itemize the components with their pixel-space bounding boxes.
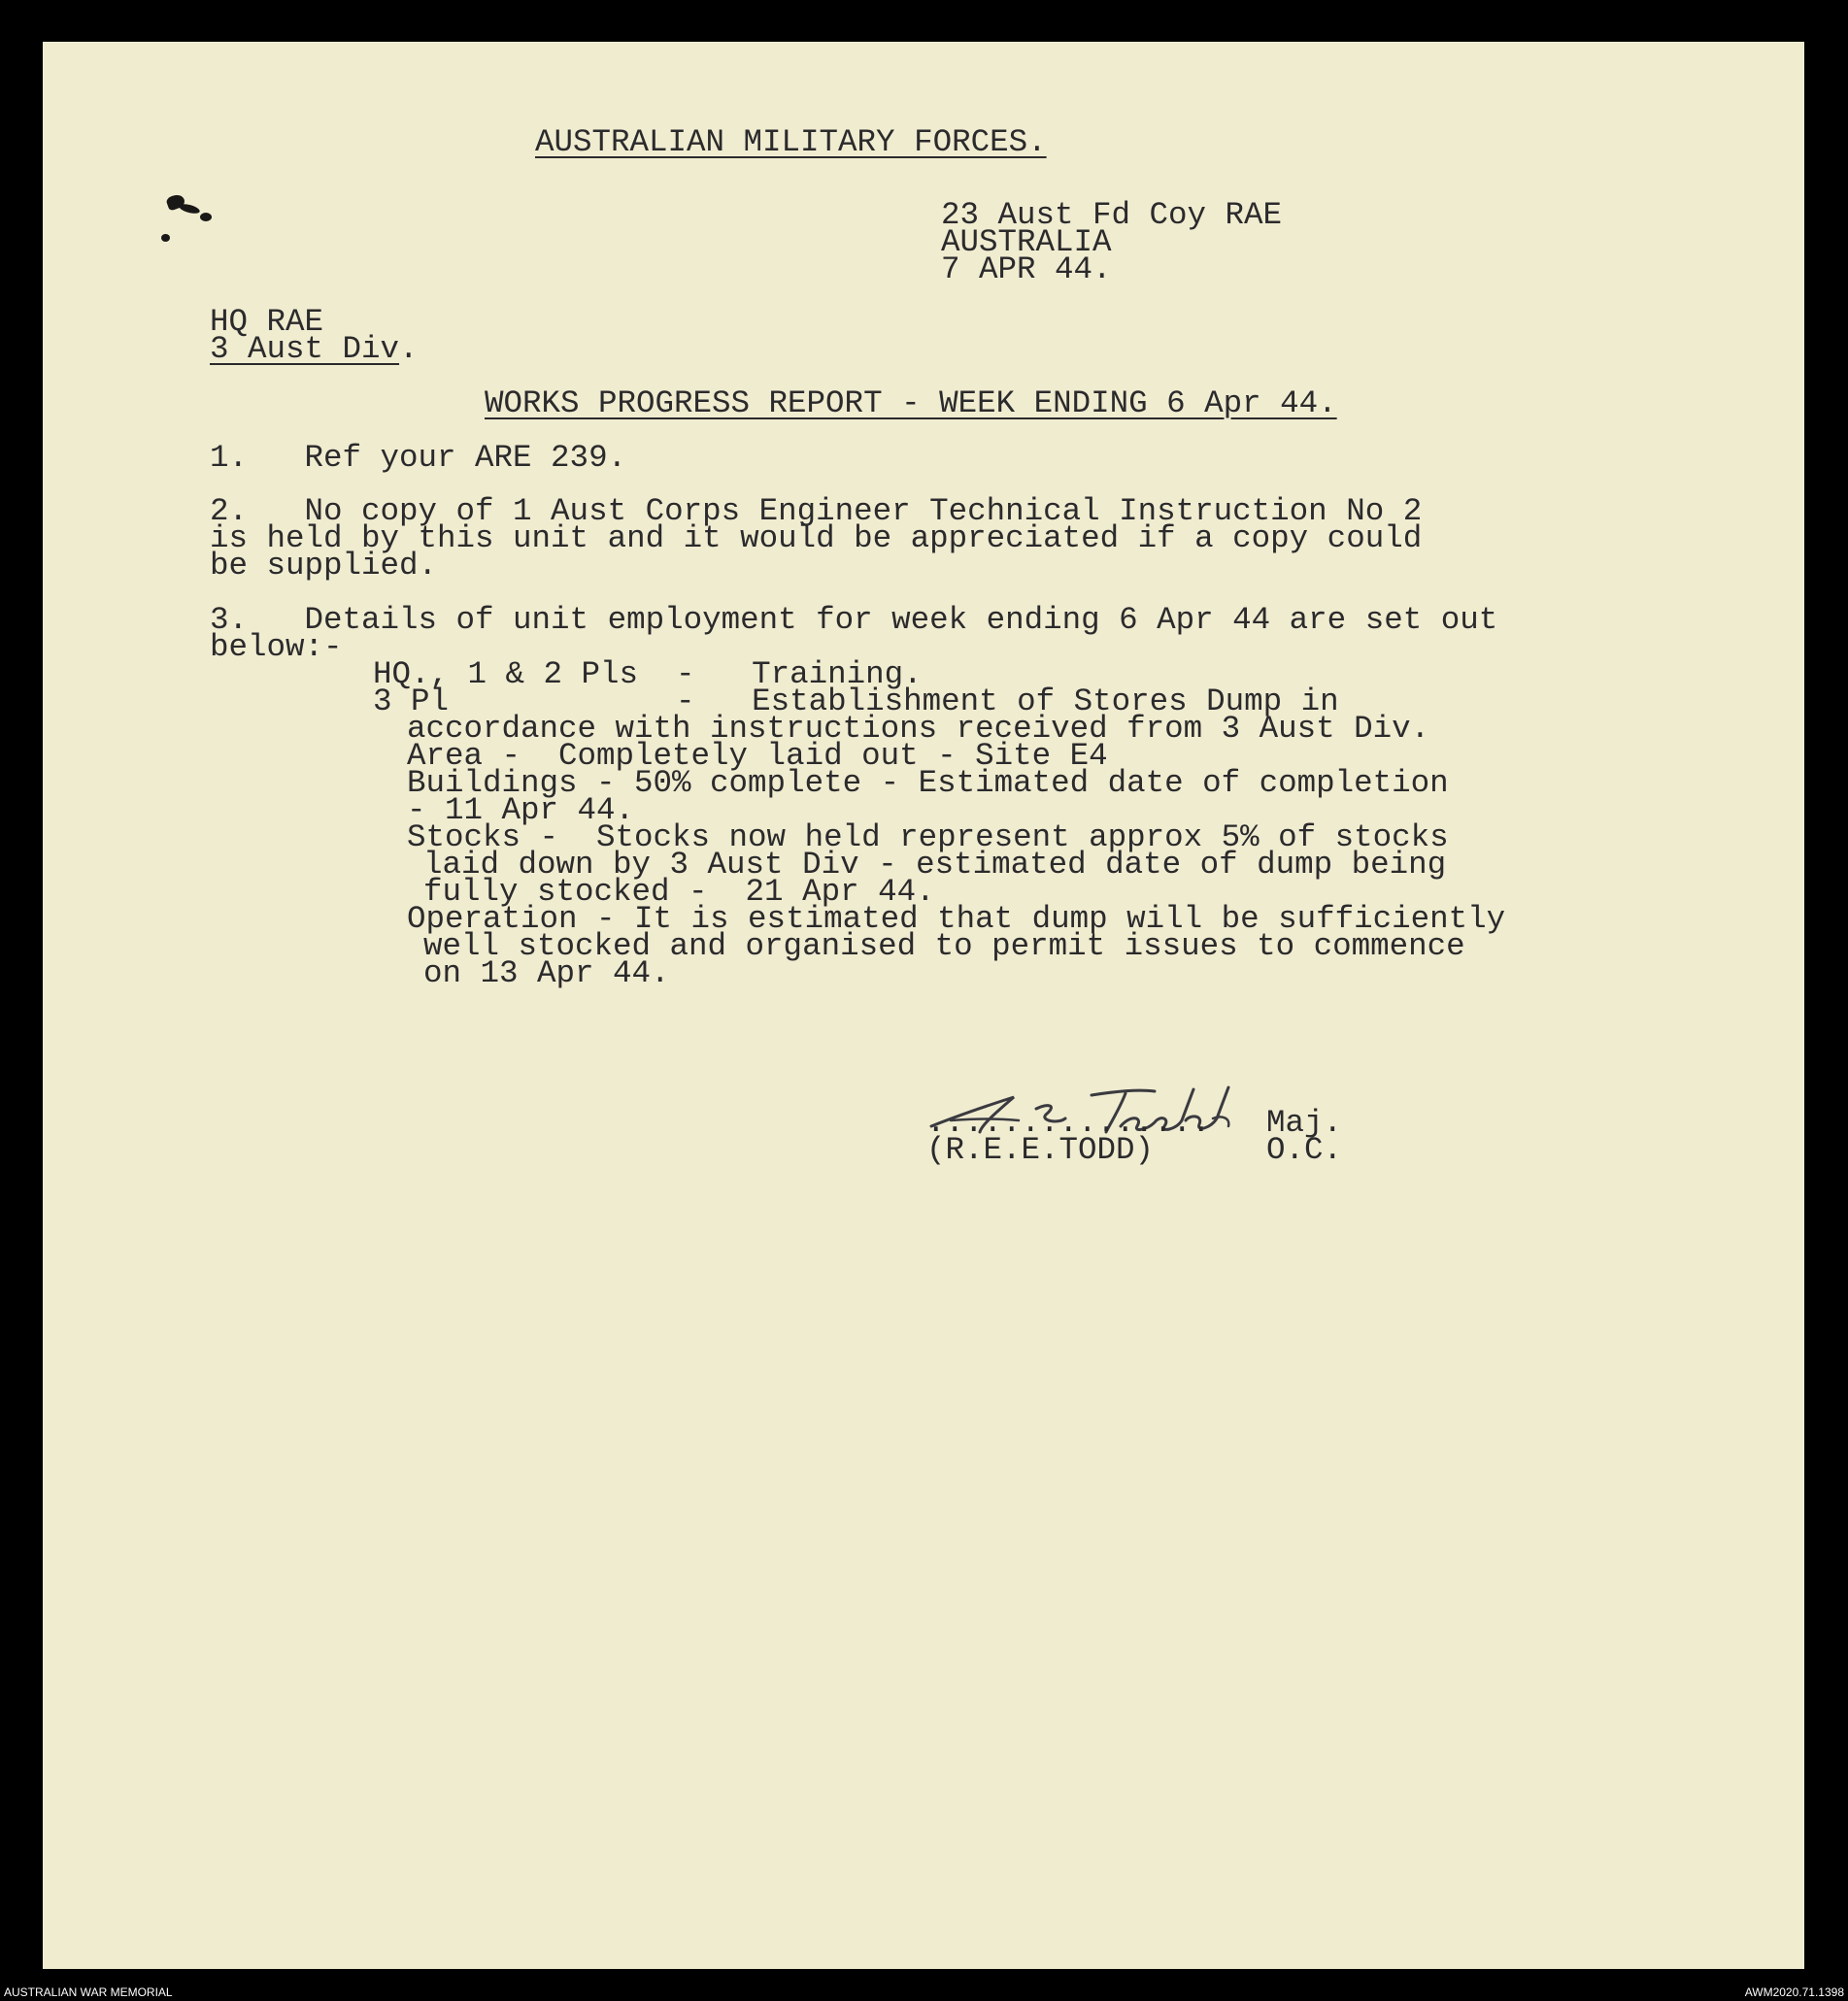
employment-line: Buildings - 50% complete - Estimated date of completion xyxy=(407,765,1449,801)
signatory-appointment: O.C. xyxy=(1266,1132,1343,1168)
archive-attribution: AUSTRALIAN WAR MEMORIAL xyxy=(4,1985,173,1999)
employment-line: accordance with instructions received from 3 Aust Div. xyxy=(407,711,1430,747)
signatory-name: (R.E.E.TODD) xyxy=(926,1132,1155,1168)
document-heading: AUSTRALIAN MILITARY FORCES. xyxy=(535,124,1047,160)
signatory-rank: Maj. xyxy=(1266,1105,1343,1141)
paragraph-1: 1. Ref your ARE 239. xyxy=(210,440,627,476)
employment-line: Area - Completely laid out - Site E4 xyxy=(407,738,1108,774)
signature-dots: ............... xyxy=(926,1105,1211,1141)
document-page xyxy=(43,42,1804,1969)
addressee-division: 3 Aust Div xyxy=(210,331,400,367)
employment-line: 3 Pl - Establishment of Stores Dump in xyxy=(373,684,1339,719)
paper-damage-hole xyxy=(161,234,170,242)
addressee-period: . xyxy=(399,331,419,367)
paragraph-3-line: 3. Details of unit employment for week ending 6 Apr 44 are set out xyxy=(210,602,1498,638)
employment-line: - 11 Apr 44. xyxy=(407,792,635,828)
employment-line: HQ., 1 & 2 Pls - Training. xyxy=(373,656,923,692)
employment-line: Stocks - Stocks now held represent approx 5% of stocks xyxy=(407,819,1449,855)
employment-line: fully stocked - 21 Apr 44. xyxy=(423,874,935,910)
sender-country: AUSTRALIA xyxy=(941,224,1112,260)
report-subject: WORKS PROGRESS REPORT - WEEK ENDING 6 Apr 44. xyxy=(485,385,1337,421)
employment-line: laid down by 3 Aust Div - estimated date of dump being xyxy=(423,847,1447,883)
addressee-line-1: HQ RAE xyxy=(210,304,324,340)
sender-unit: 23 Aust Fd Coy RAE xyxy=(941,197,1283,233)
paper-damage-hole xyxy=(200,213,212,221)
employment-line: on 13 Apr 44. xyxy=(423,955,670,991)
archive-reference: AWM2020.71.1398 xyxy=(1744,1985,1844,1999)
paragraph-2-line: 2. No copy of 1 Aust Corps Engineer Technical Instruction No 2 xyxy=(210,493,1423,529)
paragraph-3-line: below:- xyxy=(210,629,343,665)
paper-damage-hole xyxy=(178,202,200,215)
letter-date: 7 APR 44. xyxy=(941,251,1112,287)
employment-line: well stocked and organised to permit issues to commence xyxy=(423,928,1465,964)
addressee-line-2 xyxy=(210,332,419,367)
paragraph-2-line: be supplied. xyxy=(210,548,438,584)
employment-line: Operation - It is estimated that dump will be sufficiently xyxy=(407,901,1506,937)
paragraph-2-line: is held by this unit and it would be appreciated if a copy could xyxy=(210,520,1423,556)
